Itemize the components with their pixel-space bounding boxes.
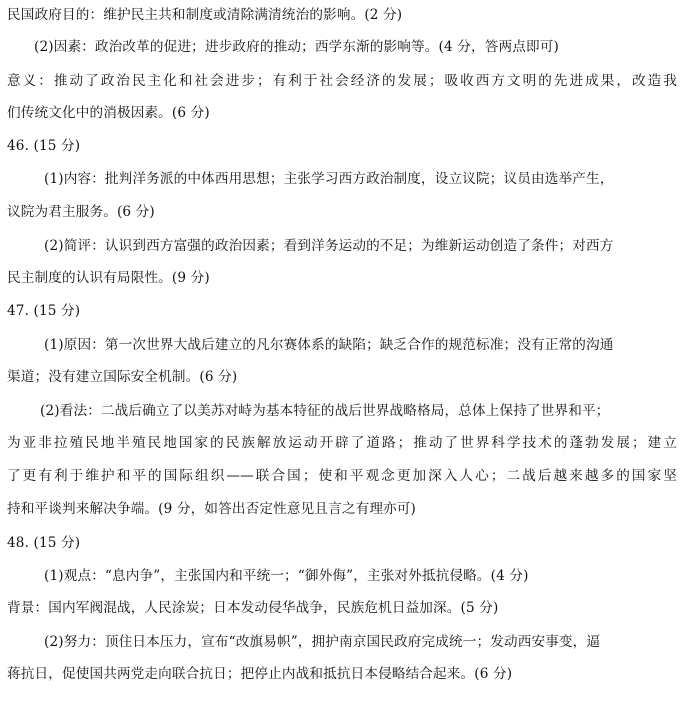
text-line-15: 了更有利于维护和平的国际组织——联合国；使和平观念更加深入人心；二战后越来越多的国家坚 [7,468,677,484]
question-48-heading: 48. (15 分) [7,535,81,551]
text-line-7: 议院为君主服务。(6 分) [7,204,155,220]
text-line-14: 为亚非拉殖民地半殖民地国家的民族解放运动开辟了道路；推动了世界科学技术的蓬勃发展；建立 [7,435,677,451]
text-line-4: 们传统文化中的消极因素。(6 分) [7,105,210,121]
text-line-8: (2)简评：认识到西方富强的政治因素；看到洋务运动的不足；为维新运动创造了条件；对西方 [44,238,614,254]
text-line-12: 渠道；没有建立国际安全机制。(6 分) [7,369,238,385]
text-line-3: 意义：推动了政治民主化和社会进步；有利于社会经济的发展；吸收西方文明的先进成果，改造我 [7,73,677,89]
question-47-heading: 47. (15 分) [7,303,81,319]
text-line-2: (2)因素：政治改革的促进；进步政府的推动；西学东渐的影响等。(4 分，答两点即可) [34,39,559,55]
text-line-9: 民主制度的认识有局限性。(9 分) [7,270,210,286]
text-line-11: (1)原因：第一次世界大战后建立的凡尔赛体系的缺陷；缺乏合作的规范标准；没有正常的沟通 [44,337,614,353]
text-line-13: (2)看法：二战后确立了以美苏对峙为基本特征的战后世界战略格局，总体上保持了世界和平； [40,403,610,419]
text-line-21: 蒋抗日，促使国共两党走向联合抗日；把停止内战和抵抗日本侵略结合起来。(6 分) [7,666,513,682]
text-line-18: (1)观点：“息内争”，主张国内和平统一；“御外侮”，主张对外抵抗侵略。(4 分) [44,568,529,584]
text-line-6: (1)内容：批判洋务派的中体西用思想；主张学习西方政治制度，设立议院；议员由选举产生， [44,171,614,187]
text-line-1: 民国政府目的：维护民主共和制度或清除满清统治的影响。(2 分) [7,7,403,23]
question-46-heading: 46. (15 分) [7,138,81,154]
text-line-16: 持和平谈判来解决争端。(9 分，如答出否定性意见且言之有理亦可) [7,501,416,517]
text-line-19: 背景：国内军阀混战，人民涂炭；日本发动侵华战争，民族危机日益加深。(5 分) [7,600,499,616]
text-line-20: (2)努力：顶住日本压力，宣布“改旗易帜”，拥护南京国民政府完成统一；发动西安事变，逼 [44,634,601,650]
